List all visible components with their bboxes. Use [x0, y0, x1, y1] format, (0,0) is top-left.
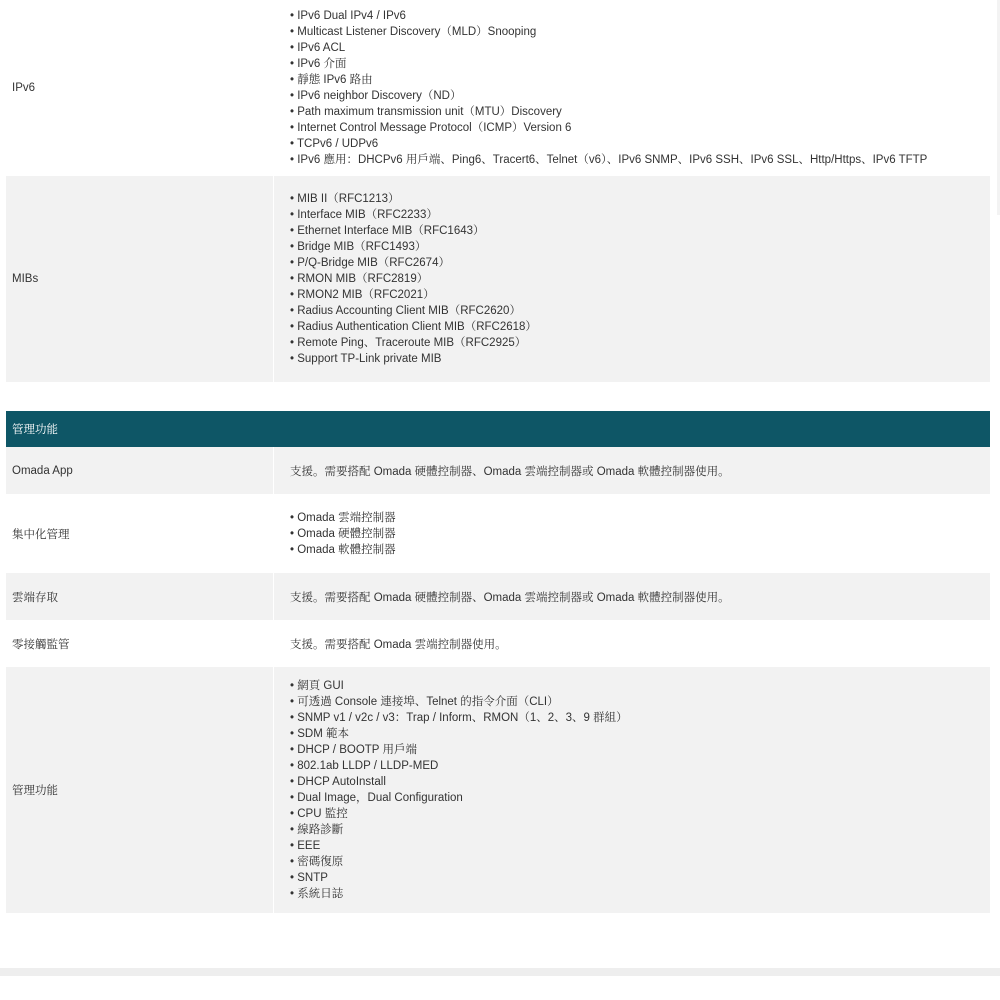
row-label: 雲端存取: [12, 591, 58, 604]
list-item: • Omada 雲端控制器: [290, 510, 990, 526]
list-item: • Omada 硬體控制器: [290, 526, 990, 542]
page-footer-bar: [0, 968, 1000, 976]
row-value: 支援。需要搭配 Omada 雲端控制器使用。: [273, 620, 990, 667]
list-item: • MIB II（RFC1213）: [290, 191, 990, 207]
list-item: • Bridge MIB（RFC1493）: [290, 239, 990, 255]
management-feature-list: [290, 678, 990, 902]
spec-table-management: [6, 447, 990, 913]
list-item: • 系統日誌: [290, 886, 990, 902]
list-item: • RMON2 MIB（RFC2021）: [290, 287, 990, 303]
list-item: • RMON MIB（RFC2819）: [290, 271, 990, 287]
row-label: IPv6: [12, 82, 36, 94]
list-item: • 802.1ab LLDP / LLDP-MED: [290, 758, 990, 774]
list-item: • Radius Authentication Client MIB（RFC2618）: [290, 319, 990, 335]
list-item: • Internet Control Message Protocol（ICMP）Version 6: [290, 120, 990, 136]
list-item: • IPv6 ACL: [290, 40, 990, 56]
list-item: • Multicast Listener Discovery（MLD）Snooping: [290, 24, 990, 40]
list-item: • Dual Image，Dual Configuration: [290, 790, 990, 806]
list-item: • EEE: [290, 838, 990, 854]
table-row-mibs: [6, 176, 990, 382]
row-value: [273, 0, 990, 176]
list-item: • IPv6 neighbor Discovery（ND）: [290, 88, 990, 104]
list-item: • SNTP: [290, 870, 990, 886]
list-item: • DHCP / BOOTP 用戶端: [290, 742, 990, 758]
list-item: • 靜態 IPv6 路由: [290, 72, 990, 88]
list-item: • Remote Ping、Traceroute MIB（RFC2925）: [290, 335, 990, 351]
table-row-ipv6: [6, 0, 990, 176]
list-item: • DHCP AutoInstall: [290, 774, 990, 790]
list-item: • P/Q-Bridge MIB（RFC2674）: [290, 255, 990, 271]
table-row-zero-touch: [6, 620, 990, 667]
row-label: 管理功能: [12, 785, 58, 797]
list-item: • IPv6 介面: [290, 56, 990, 72]
row-value: [273, 494, 990, 573]
row-value: 支援。需要搭配 Omada 硬體控制器、Omada 雲端控制器或 Omada 軟體控制器使用。: [273, 573, 990, 620]
list-item: • SDM 範本: [290, 726, 990, 742]
list-item: • 線路診斷: [290, 822, 990, 838]
list-item: • Interface MIB（RFC2233）: [290, 207, 990, 223]
table-row-omada-app: [6, 447, 990, 494]
list-item: • Ethernet Interface MIB（RFC1643）: [290, 223, 990, 239]
row-label: 零接觸監管: [12, 638, 70, 651]
table-row-management: [6, 667, 990, 913]
row-label: Omada App: [12, 464, 73, 477]
row-label: MIBs: [12, 273, 39, 285]
row-value: [273, 176, 990, 382]
spec-table-top: [6, 0, 990, 382]
list-item: • Radius Accounting Client MIB（RFC2620）: [290, 303, 990, 319]
list-item: • CPU 監控: [290, 806, 990, 822]
table-row-cloud-access: [6, 573, 990, 620]
list-item: • IPv6 應用：DHCPv6 用戶端、Ping6、Tracert6、Telnet（v6）、IPv6 SNMP、IPv6 SSH、IPv6 SSL、Http/Https、IPv6 TFTP: [290, 152, 990, 168]
section-header: 管理功能: [6, 411, 990, 447]
list-item: • Path maximum transmission unit（MTU）Discovery: [290, 104, 990, 120]
list-item: • 網頁 GUI: [290, 678, 990, 694]
list-item: • SNMP v1 / v2c / v3：Trap / Inform、RMON（1、2、3、9 群組）: [290, 710, 990, 726]
ipv6-feature-list: [290, 8, 990, 168]
list-item: • IPv6 Dual IPv4 / IPv6: [290, 8, 990, 24]
row-label: 集中化管理: [12, 528, 70, 541]
row-value: 支援。需要搭配 Omada 硬體控制器、Omada 雲端控制器或 Omada 軟體控制器使用。: [273, 447, 990, 494]
list-item: • Support TP-Link private MIB: [290, 351, 990, 367]
central-feature-list: [290, 510, 990, 558]
list-item: • 密碼復原: [290, 854, 990, 870]
list-item: • Omada 軟體控制器: [290, 542, 990, 558]
row-value: [273, 667, 990, 913]
table-row-central: [6, 494, 990, 573]
list-item: • TCPv6 / UDPv6: [290, 136, 990, 152]
mibs-feature-list: [290, 191, 990, 367]
list-item: • 可透過 Console 連接埠、Telnet 的指令介面（CLI）: [290, 694, 990, 710]
